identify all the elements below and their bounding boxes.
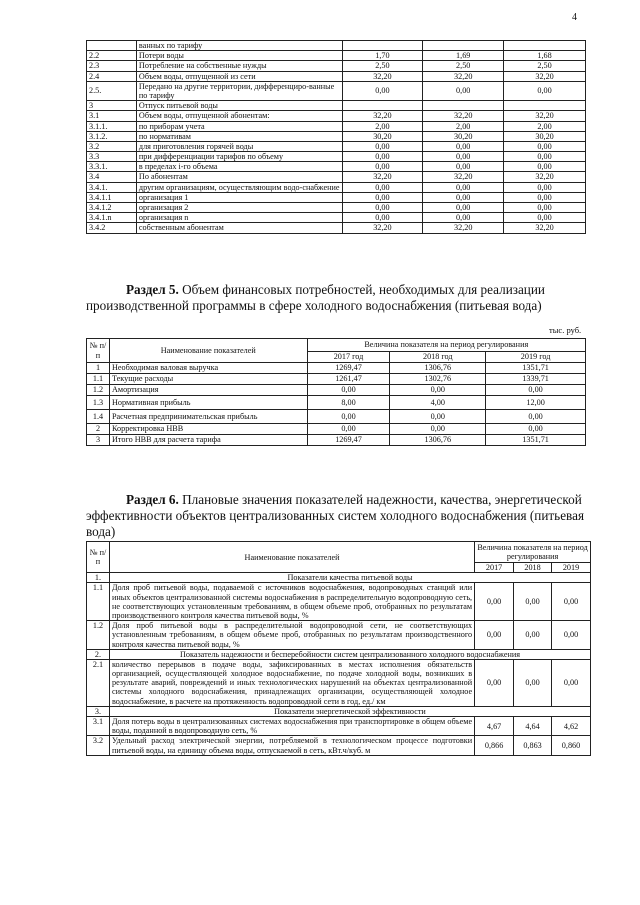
row-value: 32,20 (423, 111, 504, 121)
row-value: 0,00 (504, 152, 586, 162)
row-value: 4,67 (475, 717, 514, 736)
row-value: 32,20 (423, 172, 504, 182)
row-value: 0,00 (423, 162, 504, 172)
row-value: 1,69 (423, 51, 504, 61)
table-row (87, 81, 586, 100)
year-header: 2018 (514, 563, 552, 573)
group-number: 3. (87, 706, 110, 716)
row-value: 1339,71 (486, 374, 586, 385)
row-label: для приготовления горячей воды (136, 141, 342, 151)
row-number: 3.4.1. (87, 182, 137, 192)
row-value: 32,20 (423, 71, 504, 81)
row-label: Удельный расход электрической энергии, потребляемой в технологическом процессе подготовки питьевой воды, на единицу объема воды, отпускаемой в сеть, кВт.ч/куб. м (109, 736, 474, 755)
row-label: Доля проб питьевой воды в распределительной водопроводной сети, не соответствующих установленным требованиям, в общем объеме проб, отобранных по результатам производственного контроля качества питьевой воды, % (109, 621, 474, 650)
row-label: Отпуск питьевой воды (136, 101, 342, 111)
group-number: 2. (87, 649, 110, 659)
row-value: 1261,47 (307, 374, 390, 385)
table-row (87, 41, 586, 51)
row-value: 4,64 (514, 717, 552, 736)
group-title: Показатели качества питьевой воды (109, 573, 590, 583)
row-value: 0,00 (514, 621, 552, 650)
row-label: в пределах i-го объема (136, 162, 342, 172)
row-value: 0,00 (475, 583, 514, 621)
table-row (87, 213, 586, 223)
row-value: 0,00 (552, 621, 591, 650)
row-value: 4,62 (552, 717, 591, 736)
water-balance-table (86, 40, 586, 234)
row-value: 0,00 (486, 424, 586, 435)
table-row (87, 223, 586, 233)
row-number: 2.5. (87, 81, 137, 100)
row-value: 0,00 (307, 410, 390, 424)
group-row (87, 649, 591, 659)
row-value: 0,00 (342, 203, 423, 213)
row-value: 1269,47 (307, 363, 390, 374)
section6-heading-text: Плановые значения показателей надежности, качества, энергетической эффективности объектов централизованных систем холодного водоснабжения (питьевая вода) (86, 492, 585, 539)
row-value: 2,00 (342, 121, 423, 131)
row-value: 0,00 (307, 424, 390, 435)
financial-needs-table (86, 338, 586, 446)
row-value: 32,20 (342, 71, 423, 81)
row-label: организация 1 (136, 192, 342, 202)
row-number: 2.4 (87, 71, 137, 81)
row-value: 0,866 (475, 736, 514, 755)
row-label: количество перерывов в подаче воды, зафиксированных в местах исполнения обязательств организацией, осуществляющей холодное водоснабжение, по подаче холодной воды, возникших в результате аварий, повреждений и иных технологических нарушений на объектах централизованной системы холодного водоснабжения, принадлежащих организации, осуществляющей холодное водоснабжение, в расчете на протяженность водопроводной сети в год, ед./ км (109, 659, 474, 706)
row-value: 0,00 (486, 410, 586, 424)
row-value (504, 41, 586, 51)
row-number: 1.1 (87, 583, 110, 621)
row-value: 0,00 (342, 182, 423, 192)
row-label: Амортизация (109, 385, 307, 396)
row-value: 0,00 (423, 203, 504, 213)
row-number: 3.4.1.n (87, 213, 137, 223)
row-value: 0,00 (342, 213, 423, 223)
row-value: 0,00 (423, 213, 504, 223)
section6-heading-label: Раздел 6. (126, 492, 179, 507)
section6-heading (86, 492, 586, 540)
row-value (342, 101, 423, 111)
row-value: 0,00 (342, 81, 423, 100)
row-value: 0,00 (342, 141, 423, 151)
row-number: 1.1 (87, 374, 110, 385)
row-label: Расчетная предпринимательская прибыль (109, 410, 307, 424)
row-value: 0,00 (552, 583, 591, 621)
table-row (87, 736, 591, 755)
row-value: 0,00 (504, 203, 586, 213)
col-group-header: Величина показателя на период регулирования (475, 542, 591, 563)
row-value: 0,00 (390, 410, 486, 424)
row-label: другим организациям, осуществляющим водо-снабжение (136, 182, 342, 192)
row-number: 1 (87, 363, 110, 374)
row-number (87, 41, 137, 51)
table-row (87, 111, 586, 121)
row-value: 0,863 (514, 736, 552, 755)
row-value: 1,70 (342, 51, 423, 61)
row-value: 8,00 (307, 396, 390, 410)
table-row (87, 396, 586, 410)
row-value (423, 101, 504, 111)
table-row (87, 172, 586, 182)
year-header: 2017 год (307, 352, 390, 363)
row-label: собственным абонентам (136, 223, 342, 233)
row-value: 0,00 (552, 659, 591, 706)
row-value: 2,50 (423, 61, 504, 71)
row-number: 1.3 (87, 396, 110, 410)
row-value: 1306,76 (390, 363, 486, 374)
group-row (87, 706, 591, 716)
row-number: 2.1 (87, 659, 110, 706)
table-row (87, 182, 586, 192)
row-value: 2,00 (504, 121, 586, 131)
row-number: 3.1.1. (87, 121, 137, 131)
row-label: Нормативная прибыль (109, 396, 307, 410)
row-value: 0,00 (514, 659, 552, 706)
table-row (87, 410, 586, 424)
row-number: 3.1 (87, 717, 110, 736)
row-label: по приборам учета (136, 121, 342, 131)
table-row (87, 435, 586, 446)
year-header: 2018 год (390, 352, 486, 363)
table-row (87, 152, 586, 162)
row-value: 32,20 (342, 111, 423, 121)
col-name-header: Наименование показателей (109, 542, 474, 573)
row-number: 1.4 (87, 410, 110, 424)
col-name-header: Наименование показателей (109, 339, 307, 363)
row-value: 32,20 (504, 111, 586, 121)
row-value: 0,00 (342, 162, 423, 172)
table-row (87, 203, 586, 213)
row-value: 0,00 (423, 152, 504, 162)
row-value: 30,20 (342, 131, 423, 141)
row-number: 3.2 (87, 141, 137, 151)
year-header: 2019 год (486, 352, 586, 363)
table-row (87, 659, 591, 706)
row-value: 0,00 (504, 162, 586, 172)
row-label: По абонентам (136, 172, 342, 182)
row-value: 2,00 (423, 121, 504, 131)
table-row (87, 717, 591, 736)
row-label: Потери воды (136, 51, 342, 61)
row-value: 0,00 (423, 192, 504, 202)
year-header: 2017 (475, 563, 514, 573)
row-value: 1269,47 (307, 435, 390, 446)
page-number: 4 (572, 12, 577, 23)
row-number: 2.3 (87, 61, 137, 71)
row-value: 30,20 (504, 131, 586, 141)
row-number: 3.3 (87, 152, 137, 162)
row-value: 1351,71 (486, 363, 586, 374)
row-value: 1351,71 (486, 435, 586, 446)
row-value (342, 41, 423, 51)
row-value: 0,00 (504, 213, 586, 223)
row-label: организация n (136, 213, 342, 223)
row-number: 1.2 (87, 621, 110, 650)
table-row (87, 51, 586, 61)
row-number: 3 (87, 435, 110, 446)
row-value: 4,00 (390, 396, 486, 410)
row-value: 0,00 (423, 141, 504, 151)
table-row (87, 583, 591, 621)
row-number: 3.3.1. (87, 162, 137, 172)
section5-heading-label: Раздел 5. (126, 282, 179, 297)
group-title: Показатели энергетической эффективности (109, 706, 590, 716)
row-label: организация 2 (136, 203, 342, 213)
col-group-header: Величина показателя на период регулирования (307, 339, 585, 352)
row-value: 32,20 (423, 223, 504, 233)
group-row (87, 573, 591, 583)
section5-heading (86, 282, 586, 314)
row-value: 0,00 (390, 385, 486, 396)
table-row (87, 363, 586, 374)
row-label: Текущие расходы (109, 374, 307, 385)
table-row (87, 121, 586, 131)
row-label: Необходимая валовая выручка (109, 363, 307, 374)
group-title: Показатель надежности и бесперебойности систем централизованного холодного водоснабжения (109, 649, 590, 659)
row-value: 2,50 (342, 61, 423, 71)
row-value: 32,20 (504, 71, 586, 81)
row-number: 3.1 (87, 111, 137, 121)
table-row (87, 71, 586, 81)
row-label: Передано на другие территории, дифференциро-ванные по тарифу (136, 81, 342, 100)
row-number: 3.4.2 (87, 223, 137, 233)
table-row (87, 131, 586, 141)
row-value: 1,68 (504, 51, 586, 61)
row-value (423, 41, 504, 51)
row-number: 3.1.2. (87, 131, 137, 141)
row-value: 0,00 (475, 659, 514, 706)
row-value: 0,00 (514, 583, 552, 621)
row-value: 0,00 (475, 621, 514, 650)
row-value: 1306,76 (390, 435, 486, 446)
row-value: 0,00 (390, 424, 486, 435)
col-num-header: № п/п (87, 542, 110, 573)
row-value: 0,00 (342, 192, 423, 202)
row-number: 3.4.1.1 (87, 192, 137, 202)
row-value: 32,20 (342, 223, 423, 233)
row-value: 2,50 (504, 61, 586, 71)
row-value: 0,00 (307, 385, 390, 396)
table-row (87, 374, 586, 385)
row-value: 0,00 (423, 81, 504, 100)
row-value: 32,20 (504, 172, 586, 182)
row-value: 0,00 (504, 182, 586, 192)
table-row (87, 385, 586, 396)
table-row (87, 141, 586, 151)
row-value: 0,00 (423, 182, 504, 192)
row-value: 0,00 (504, 141, 586, 151)
row-value: 0,860 (552, 736, 591, 755)
row-number: 1.2 (87, 385, 110, 396)
table-row (87, 192, 586, 202)
row-label: Доля проб питьевой воды, подаваемой с источников водоснабжения, водопроводных станций или иных объектов централизованной системы водоснабжения в распределительную водопроводную сеть, не соответствующих установленным требованиям, в общем объеме проб, отобранных по результатам производственного контроля качества питьевой воды, % (109, 583, 474, 621)
table-row (87, 61, 586, 71)
row-value: 12,00 (486, 396, 586, 410)
row-number: 3 (87, 101, 137, 111)
table-row (87, 101, 586, 111)
year-header: 2019 (552, 563, 591, 573)
table-row (87, 621, 591, 650)
row-label: ванных по тарифу (136, 41, 342, 51)
row-label: при дифференциации тарифов по объему (136, 152, 342, 162)
row-label: Объем воды, отпущенной абонентам: (136, 111, 342, 121)
row-value: 32,20 (504, 223, 586, 233)
row-label: Потребление на собственные нужды (136, 61, 342, 71)
row-number: 3.2 (87, 736, 110, 755)
table-row (87, 162, 586, 172)
row-label: Итого НВВ для расчета тарифа (109, 435, 307, 446)
performance-indicators-table (86, 541, 591, 756)
row-number: 2 (87, 424, 110, 435)
row-number: 2.2 (87, 51, 137, 61)
table-row (87, 424, 586, 435)
row-number: 3.4 (87, 172, 137, 182)
row-value: 30,20 (423, 131, 504, 141)
row-value: 1302,76 (390, 374, 486, 385)
section5-heading-text: Объем финансовых потребностей, необходимых для реализации производственной программы в сфере холодного водоснабжения (питьевая вода) (86, 282, 545, 313)
row-value: 0,00 (486, 385, 586, 396)
row-value: 32,20 (342, 172, 423, 182)
row-label: Корректировка НВВ (109, 424, 307, 435)
row-value: 0,00 (504, 192, 586, 202)
row-value: 0,00 (342, 152, 423, 162)
row-label: Доля потерь воды в централизованных системах водоснабжения при транспортировке в общем объеме воды, поданной в водопроводную сеть, % (109, 717, 474, 736)
row-value: 0,00 (504, 81, 586, 100)
group-number: 1. (87, 573, 110, 583)
section5-unit: тыс. руб. (549, 325, 582, 335)
row-label: Объем воды, отпущенной из сети (136, 71, 342, 81)
col-num-header: № п/п (87, 339, 110, 363)
row-value (504, 101, 586, 111)
row-label: по нормативам (136, 131, 342, 141)
row-number: 3.4.1.2 (87, 203, 137, 213)
